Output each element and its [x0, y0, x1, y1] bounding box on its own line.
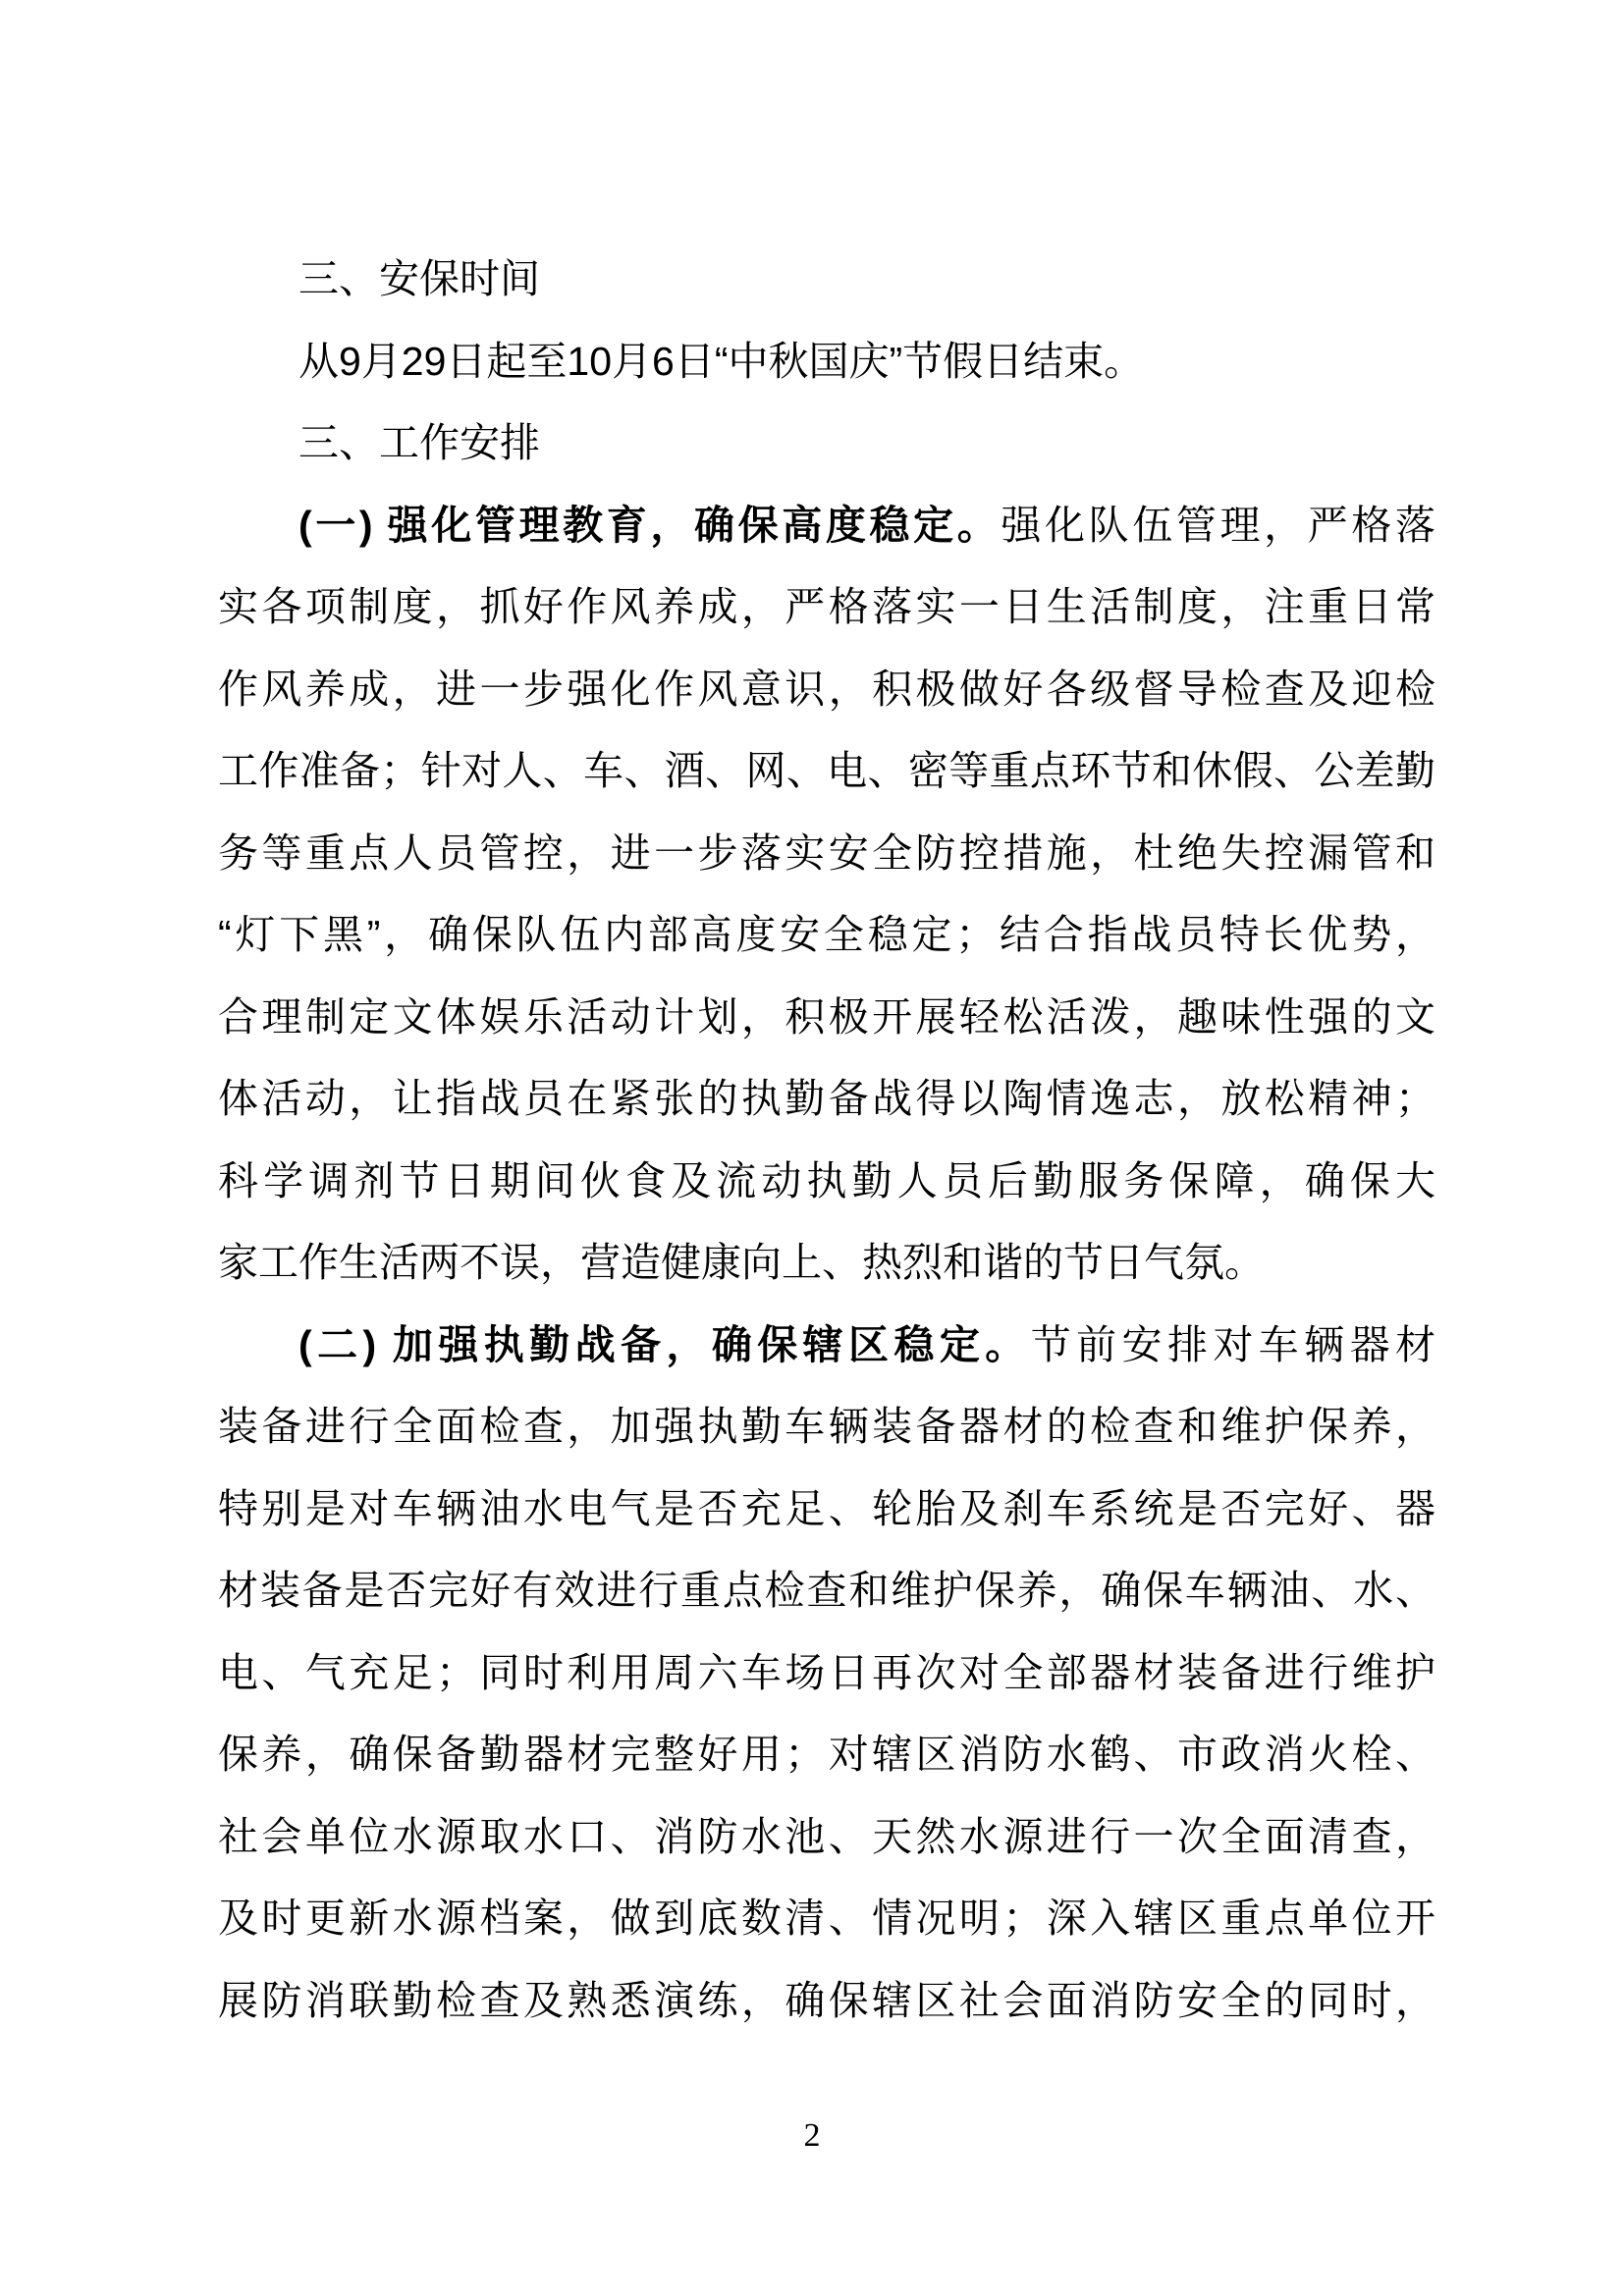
text-line	[218, 566, 1435, 649]
text-line	[218, 1141, 1435, 1223]
text-run: 装备进行全面检查，加强执勤车辆装备器材的检查和维护保养，	[218, 1404, 1435, 1449]
text-run: 科学调剂节日期间伙食及流动执勤人员后勤服务保障，确保大	[218, 1157, 1435, 1203]
text-line	[218, 1632, 1435, 1715]
bold-text-run: (二) 加强执勤战备，确保辖区稳定。	[298, 1321, 1031, 1367]
text-line	[218, 730, 1435, 813]
page-number: 2	[803, 2117, 821, 2154]
text-run: 强化队伍管理，严格落	[1001, 502, 1435, 548]
text-run: 电、气充足；同时利用周六车场日再次对全部器材装备进行维护	[218, 1649, 1435, 1695]
text-line	[218, 1058, 1435, 1141]
text-run: 材装备是否完好有效进行重点检查和维护保养，确保车辆油、水、	[218, 1568, 1435, 1613]
text-line	[218, 1878, 1435, 1960]
text-run: 实各项制度，抓好作风养成，严格落实一日生活制度，注重日常	[218, 584, 1435, 629]
text-line	[218, 1796, 1435, 1879]
text-run: 务等重点人员管控，进一步落实安全防控措施，杜绝失控漏管和	[218, 829, 1435, 876]
text-line	[218, 1222, 1435, 1305]
text-run: 保养，确保备勤器材完整好用；对辖区消防水鹤、市政消火栓、	[218, 1732, 1435, 1777]
text-line	[218, 1386, 1435, 1468]
text-line	[218, 321, 1435, 403]
text-line	[218, 1305, 1435, 1387]
text-line	[218, 1468, 1435, 1551]
text-run: 工作准备；针对人、车、酒、网、电、密等重点环节和休假、公差勤	[218, 748, 1435, 793]
text-run: 三、安保时间	[298, 256, 540, 301]
text-line	[218, 1960, 1435, 2043]
document-body	[218, 239, 1435, 2042]
text-run: 节前安排对车辆器材	[1030, 1321, 1435, 1367]
text-line	[218, 649, 1435, 731]
text-line	[218, 402, 1435, 485]
text-run: “灯下黑”，确保队伍内部高度安全稳定；结合指战员特长优势，	[218, 912, 1435, 957]
text-line	[218, 239, 1435, 321]
text-run: 社会单位水源取水口、消防水池、天然水源进行一次全面清查，	[218, 1813, 1435, 1859]
bold-text-run: (一) 强化管理教育，确保高度稳定。	[298, 502, 1001, 548]
text-line	[218, 485, 1435, 567]
text-run: 展防消联勤检查及熟悉演练，确保辖区社会面消防安全的同时，	[218, 1977, 1435, 2023]
text-run: 三、工作安排	[298, 420, 540, 465]
page-footer	[0, 2117, 1624, 2155]
text-run: 特别是对车辆油水电气是否充足、轮胎及刹车系统是否完好、器	[218, 1485, 1435, 1531]
text-line	[218, 894, 1435, 977]
text-line	[218, 977, 1435, 1059]
text-run: 家工作生活两不误，营造健康向上、热烈和谐的节日气氛。	[218, 1240, 1265, 1285]
text-run: 及时更新水源档案，做到底数清、情况明；深入辖区重点单位开	[218, 1896, 1435, 1941]
text-line	[218, 1714, 1435, 1796]
text-line	[218, 1550, 1435, 1632]
text-run: 合理制定文体娱乐活动计划，积极开展轻松活泼，趣味性强的文	[218, 993, 1435, 1040]
text-line	[218, 813, 1435, 895]
text-run: 从9月29日起至10月6日“中秋国庆”节假日结束。	[298, 338, 1145, 384]
text-run: 体活动，让指战员在紧张的执勤备战得以陶情逸志，放松精神；	[218, 1076, 1435, 1121]
text-run: 作风养成，进一步强化作风意识，积极做好各级督导检查及迎检	[218, 666, 1435, 712]
